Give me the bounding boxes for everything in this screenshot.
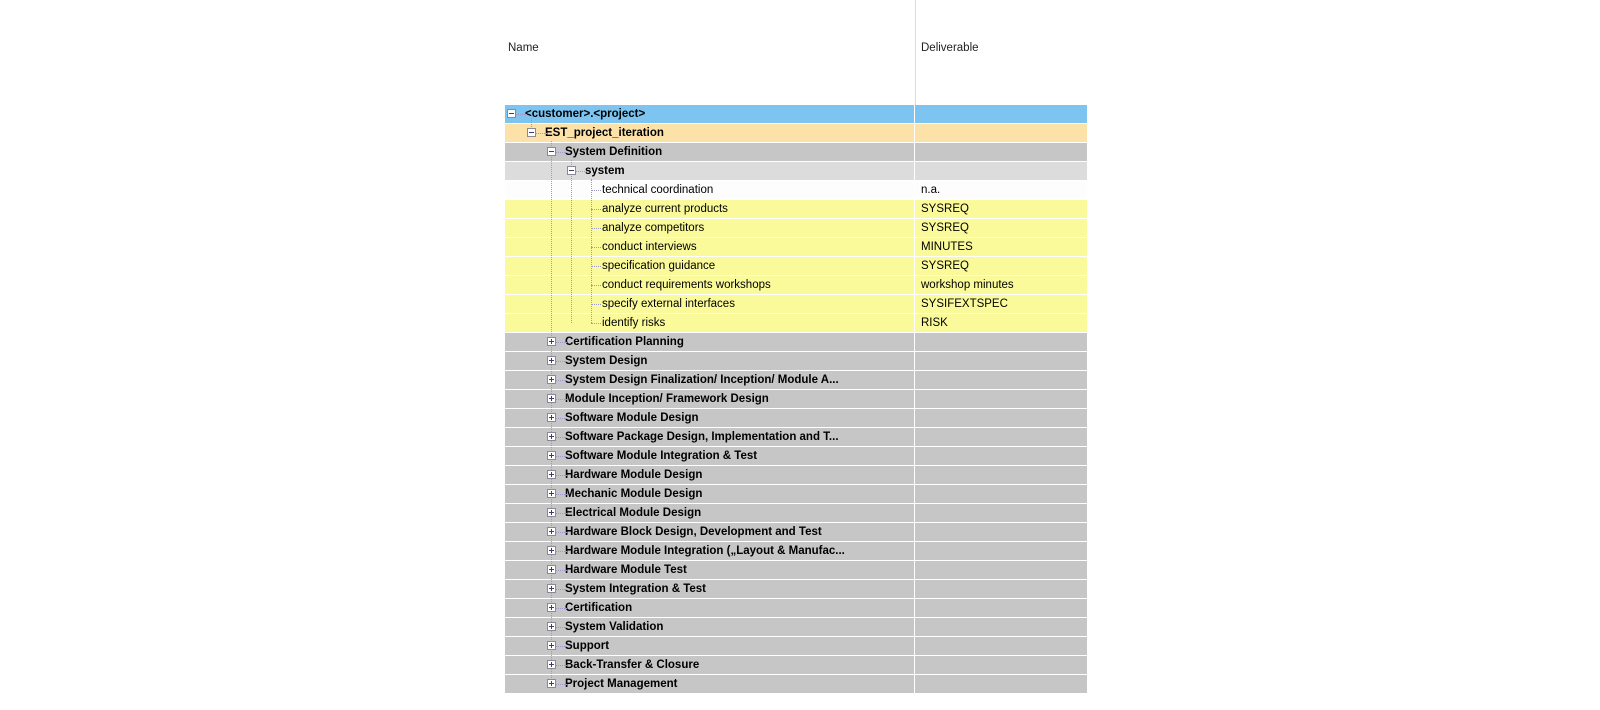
plus-box-icon[interactable] xyxy=(547,489,556,498)
column-header-deliverable: Deliverable xyxy=(921,42,979,54)
tree-connector xyxy=(555,399,567,400)
plus-box-icon[interactable] xyxy=(547,603,556,612)
row-label: specify external interfaces xyxy=(602,298,735,310)
name-cell xyxy=(505,561,915,579)
name-cell xyxy=(505,314,915,332)
tree-row[interactable] xyxy=(505,580,1087,599)
deliverable-cell xyxy=(915,105,1087,123)
deliverable-cell xyxy=(915,352,1087,370)
tree-row[interactable] xyxy=(505,447,1087,466)
deliverable-cell xyxy=(915,466,1087,484)
name-cell xyxy=(505,504,915,522)
deliverable-cell xyxy=(915,428,1087,446)
tree-row[interactable] xyxy=(505,428,1087,447)
name-cell xyxy=(505,466,915,484)
deliverable-cell xyxy=(915,314,1087,332)
tree-row[interactable] xyxy=(505,542,1087,561)
tree-connector xyxy=(555,646,567,647)
deliverable-cell xyxy=(915,504,1087,522)
name-cell xyxy=(505,162,915,180)
tree-row[interactable] xyxy=(505,504,1087,523)
deliverable-cell xyxy=(915,409,1087,427)
row-label: system xyxy=(585,165,625,177)
column-divider xyxy=(915,0,916,105)
row-label: Hardware Block Design, Development and Test xyxy=(565,526,822,538)
tree-connector xyxy=(591,228,601,229)
deliverable-cell xyxy=(915,542,1087,560)
column-header-name: Name xyxy=(508,42,539,54)
tree-row[interactable] xyxy=(505,162,1087,181)
row-label: identify risks xyxy=(602,317,666,329)
tree-row[interactable] xyxy=(505,105,1087,124)
row-label: System Validation xyxy=(565,621,664,633)
tree-connector xyxy=(555,627,567,628)
name-cell xyxy=(505,409,915,427)
name-cell xyxy=(505,105,915,123)
row-label: Certification Planning xyxy=(565,336,684,348)
name-cell xyxy=(505,580,915,598)
row-label: System Design Finalization/ Inception/ Module A... xyxy=(565,374,839,386)
tree-row[interactable] xyxy=(505,599,1087,618)
tree-row[interactable] xyxy=(505,561,1087,580)
tree-row[interactable] xyxy=(505,200,1087,219)
row-label: Certification xyxy=(565,602,633,614)
minus-box-icon[interactable] xyxy=(547,147,556,156)
tree-connector xyxy=(555,152,567,153)
deliverable-cell xyxy=(915,390,1087,408)
plus-box-icon[interactable] xyxy=(547,565,556,574)
tree-row[interactable] xyxy=(505,390,1087,409)
tree-connector xyxy=(555,475,567,476)
deliverable-cell xyxy=(915,181,1087,199)
name-cell xyxy=(505,352,915,370)
tree-connector xyxy=(555,418,567,419)
deliverable-value: MINUTES xyxy=(921,241,973,253)
plus-box-icon[interactable] xyxy=(547,622,556,631)
tree-connector xyxy=(591,285,601,286)
plus-box-icon[interactable] xyxy=(547,451,556,460)
name-cell xyxy=(505,656,915,674)
name-cell xyxy=(505,599,915,617)
deliverable-cell xyxy=(915,561,1087,579)
name-cell xyxy=(505,428,915,446)
tree-connector xyxy=(515,114,527,115)
row-label: Project Management xyxy=(565,678,678,690)
row-label: conduct requirements workshops xyxy=(602,279,771,291)
row-label: <customer>.<project> xyxy=(525,108,646,120)
deliverable-value: SYSREQ xyxy=(921,222,969,234)
deliverable-cell xyxy=(915,238,1087,256)
deliverable-cell xyxy=(915,637,1087,655)
minus-box-icon[interactable] xyxy=(567,166,576,175)
plus-box-icon[interactable] xyxy=(547,527,556,536)
plus-box-icon[interactable] xyxy=(547,508,556,517)
tree-row[interactable] xyxy=(505,219,1087,238)
name-cell xyxy=(505,181,915,199)
row-label: System Integration & Test xyxy=(565,583,707,595)
minus-box-icon[interactable] xyxy=(507,109,516,118)
tree-row[interactable] xyxy=(505,124,1087,143)
deliverable-cell xyxy=(915,276,1087,294)
minus-box-icon[interactable] xyxy=(527,128,536,137)
row-label: Hardware Module Test xyxy=(565,564,687,576)
deliverable-cell xyxy=(915,162,1087,180)
tree-connector xyxy=(555,570,567,571)
deliverable-value: SYSIFEXTSPEC xyxy=(921,298,1008,310)
tree-row[interactable] xyxy=(505,523,1087,542)
tree-row[interactable] xyxy=(505,675,1087,694)
deliverable-cell xyxy=(915,219,1087,237)
plus-box-icon[interactable] xyxy=(547,660,556,669)
tree-row[interactable] xyxy=(505,314,1087,333)
deliverable-cell xyxy=(915,371,1087,389)
name-cell xyxy=(505,238,915,256)
plus-box-icon[interactable] xyxy=(547,394,556,403)
tree-row[interactable] xyxy=(505,409,1087,428)
tree-row[interactable] xyxy=(505,352,1087,371)
tree-row[interactable] xyxy=(505,485,1087,504)
tree-connector xyxy=(555,589,567,590)
tree-guide-line xyxy=(591,179,592,323)
plus-box-icon[interactable] xyxy=(547,375,556,384)
row-label: specification guidance xyxy=(602,260,716,272)
name-cell xyxy=(505,675,915,693)
tree-connector xyxy=(555,665,567,666)
name-cell xyxy=(505,447,915,465)
name-cell xyxy=(505,542,915,560)
name-cell xyxy=(505,143,915,161)
tree-connector xyxy=(555,513,567,514)
row-label: Hardware Module Design xyxy=(565,469,703,481)
row-label: Module Inception/ Framework Design xyxy=(565,393,769,405)
tree-connector xyxy=(591,247,601,248)
tree-connector xyxy=(555,361,567,362)
row-label: analyze current products xyxy=(602,203,728,215)
row-label: Software Package Design, Implementation and T... xyxy=(565,431,839,443)
tree-connector xyxy=(555,532,567,533)
tree-row[interactable] xyxy=(505,238,1087,257)
tree-row[interactable] xyxy=(505,618,1087,637)
deliverable-cell xyxy=(915,124,1087,142)
row-label: EST_project_iteration xyxy=(545,127,664,139)
tree-connector xyxy=(555,342,567,343)
deliverable-cell xyxy=(915,200,1087,218)
tree-row[interactable] xyxy=(505,637,1087,656)
deliverable-cell xyxy=(915,447,1087,465)
deliverable-cell xyxy=(915,295,1087,313)
row-label: System Design xyxy=(565,355,648,367)
name-cell xyxy=(505,371,915,389)
name-cell xyxy=(505,637,915,655)
plus-box-icon[interactable] xyxy=(547,546,556,555)
name-cell xyxy=(505,257,915,275)
name-cell xyxy=(505,124,915,142)
tree-row[interactable] xyxy=(505,466,1087,485)
plus-box-icon[interactable] xyxy=(547,413,556,422)
deliverable-cell xyxy=(915,656,1087,674)
tree-guide-line xyxy=(571,160,572,323)
name-cell xyxy=(505,618,915,636)
tree-connector xyxy=(555,380,567,381)
name-cell xyxy=(505,295,915,313)
tree-connector xyxy=(535,133,547,134)
deliverable-cell xyxy=(915,333,1087,351)
deliverable-value: SYSREQ xyxy=(921,260,969,272)
tree-connector xyxy=(591,266,601,267)
tree-row[interactable] xyxy=(505,276,1087,295)
tree-rows-container xyxy=(505,105,1087,694)
row-label: Hardware Module Integration („Layout & Manufac... xyxy=(565,545,845,557)
row-label: conduct interviews xyxy=(602,241,697,253)
deliverable-cell xyxy=(915,618,1087,636)
deliverable-cell xyxy=(915,485,1087,503)
deliverable-cell xyxy=(915,580,1087,598)
tree-row[interactable] xyxy=(505,371,1087,390)
name-cell xyxy=(505,276,915,294)
plus-box-icon[interactable] xyxy=(547,470,556,479)
plus-box-icon[interactable] xyxy=(547,337,556,346)
tree-connector xyxy=(555,456,567,457)
tree-connector xyxy=(591,209,601,210)
deliverable-cell xyxy=(915,257,1087,275)
plus-box-icon[interactable] xyxy=(547,679,556,688)
tree-connector xyxy=(575,171,587,172)
deliverable-value: RISK xyxy=(921,317,948,329)
row-label: Software Module Design xyxy=(565,412,699,424)
tree-row[interactable] xyxy=(505,143,1087,162)
name-cell xyxy=(505,485,915,503)
deliverable-cell xyxy=(915,675,1087,693)
name-cell xyxy=(505,333,915,351)
tree-row[interactable] xyxy=(505,333,1087,352)
name-cell xyxy=(505,200,915,218)
tree-connector xyxy=(555,551,567,552)
row-label: Mechanic Module Design xyxy=(565,488,703,500)
tree-connector xyxy=(591,323,601,324)
name-cell xyxy=(505,390,915,408)
deliverable-cell xyxy=(915,523,1087,541)
row-label: System Definition xyxy=(565,146,663,158)
row-label: Electrical Module Design xyxy=(565,507,702,519)
tree-connector xyxy=(555,437,567,438)
deliverable-value: SYSREQ xyxy=(921,203,969,215)
wbs-tree-table xyxy=(505,105,1087,694)
deliverable-cell xyxy=(915,599,1087,617)
tree-row[interactable] xyxy=(505,181,1087,200)
tree-connector xyxy=(591,190,601,191)
plus-box-icon[interactable] xyxy=(547,432,556,441)
row-label: technical coordination xyxy=(602,184,714,196)
name-cell xyxy=(505,219,915,237)
tree-row[interactable] xyxy=(505,295,1087,314)
deliverable-value: n.a. xyxy=(921,184,941,196)
plus-box-icon[interactable] xyxy=(547,356,556,365)
tree-connector xyxy=(591,304,601,305)
plus-box-icon[interactable] xyxy=(547,584,556,593)
name-cell xyxy=(505,523,915,541)
deliverable-value: workshop minutes xyxy=(921,279,1014,291)
deliverable-cell xyxy=(915,143,1087,161)
tree-row[interactable] xyxy=(505,257,1087,276)
tree-connector xyxy=(555,494,567,495)
row-label: Back-Transfer & Closure xyxy=(565,659,700,671)
row-label: Support xyxy=(565,640,610,652)
tree-connector xyxy=(555,608,567,609)
row-label: Software Module Integration & Test xyxy=(565,450,758,462)
tree-connector xyxy=(555,684,567,685)
row-label: analyze competitors xyxy=(602,222,705,234)
plus-box-icon[interactable] xyxy=(547,641,556,650)
tree-row[interactable] xyxy=(505,656,1087,675)
